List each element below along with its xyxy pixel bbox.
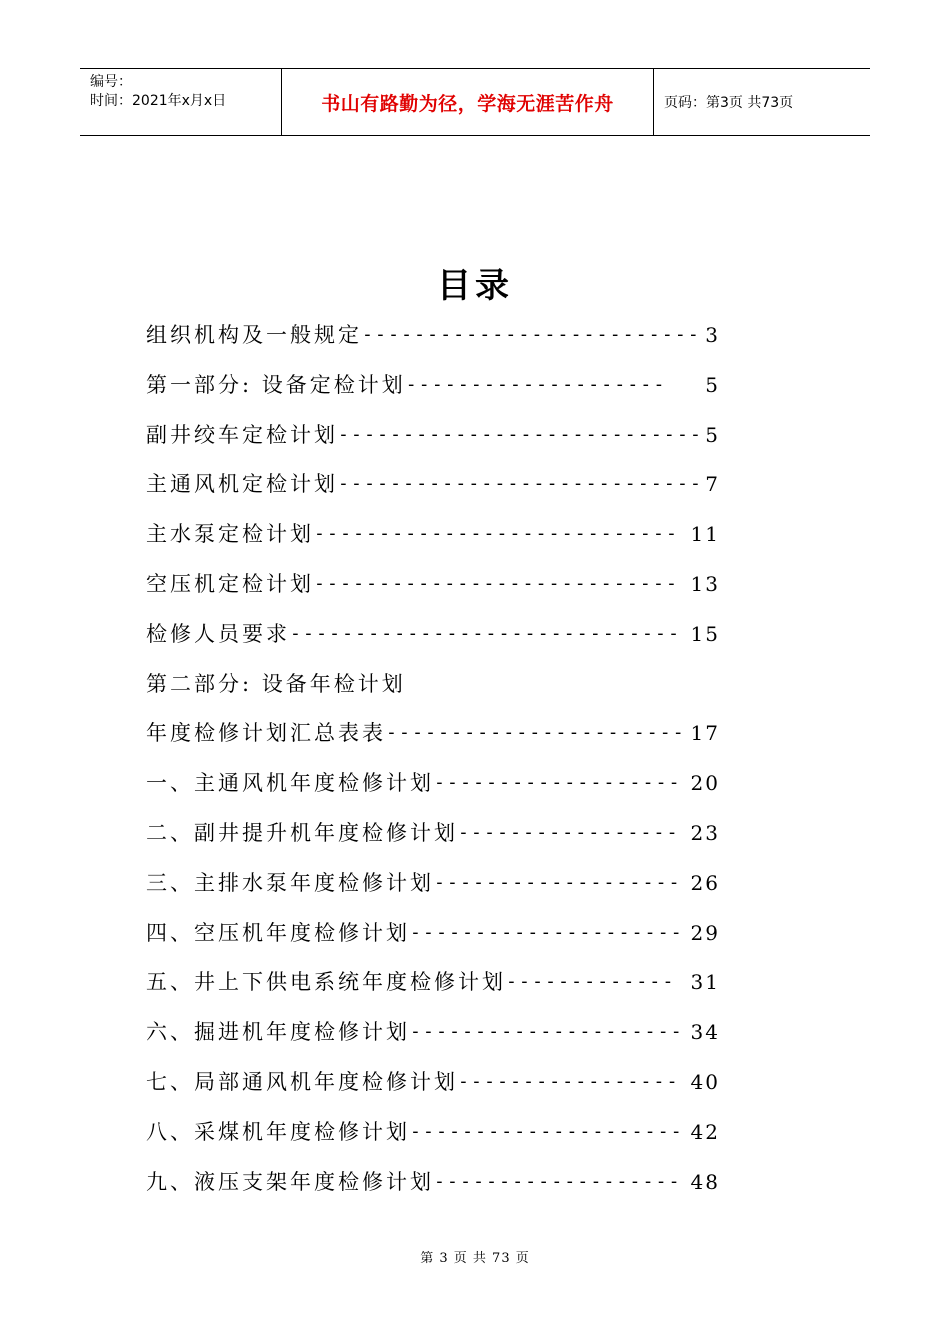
toc-entry-leader: --------------------	[405, 374, 667, 395]
toc-entry-label: 空压机定检计划	[146, 572, 314, 596]
toc-entry-page: 15	[690, 622, 720, 646]
toc-entry[interactable]	[146, 863, 720, 903]
toc-entry-page: 31	[690, 970, 720, 994]
toc-entry-leader: -------------	[506, 971, 676, 992]
header-meta	[80, 69, 282, 135]
toc-entry[interactable]	[146, 913, 720, 953]
toc-entry-page: 5	[705, 373, 720, 397]
toc-entry-label: 年度检修计划汇总表表	[146, 721, 386, 745]
toc-entry-leader: ---------------------	[410, 1121, 684, 1142]
toc-entry-label: 九、液压支架年度检修计划	[146, 1170, 434, 1194]
header-page-info: 页码：第3页 共73页	[664, 95, 794, 111]
toc-entry[interactable]	[146, 1062, 720, 1102]
toc-entry-leader: ---------------------	[410, 1021, 684, 1042]
toc-entry-page: 17	[690, 721, 720, 745]
page-header	[80, 68, 870, 136]
toc-entry-label: 六、掘进机年度检修计划	[146, 1020, 410, 1044]
toc-entry-page: 13	[690, 572, 720, 596]
toc-entry[interactable]	[146, 763, 720, 803]
toc-entry[interactable]	[146, 1012, 720, 1052]
toc-entry-label: 第一部分: 设备定检计划	[146, 373, 406, 397]
toc-entry-leader: ----------------------------	[314, 573, 680, 594]
toc-entry-label: 一、主通风机年度检修计划	[146, 771, 434, 795]
toc-entry-page: 42	[690, 1120, 720, 1144]
toc-entry-leader: -----------------------	[386, 722, 686, 743]
toc-entry-leader: -------------------	[434, 1171, 682, 1192]
toc-entry[interactable]	[146, 1112, 720, 1152]
toc-entry-page: 23	[690, 821, 720, 845]
toc-entry-page: 48	[690, 1170, 720, 1194]
toc-entry-leader: ----------------------------	[338, 424, 704, 445]
page-title: 目录	[437, 266, 513, 306]
toc-entry[interactable]	[146, 564, 720, 604]
toc-entry[interactable]	[146, 514, 720, 554]
toc-entry-leader: -----------------	[458, 1071, 680, 1092]
toc-entry-leader: ----------------------------	[338, 473, 704, 494]
toc-entry-label: 主水泵定检计划	[146, 522, 314, 546]
toc-entry-page: 20	[690, 771, 720, 795]
toc-entry-leader: --------------------------	[362, 324, 701, 345]
toc-entry-page: 34	[690, 1020, 720, 1044]
toc-entry-page: 7	[705, 472, 720, 496]
toc-entry-page: 11	[690, 522, 720, 546]
toc-entry-page: 3	[705, 323, 720, 347]
toc-entry-label: 四、空压机年度检修计划	[146, 921, 410, 945]
page-footer: 第 3 页 共 73 页	[420, 1251, 530, 1266]
number-label: 编号：	[90, 74, 132, 90]
toc-entry-label: 五、井上下供电系统年度检修计划	[146, 970, 506, 994]
toc-entry[interactable]	[146, 365, 720, 405]
toc-entry-page: 5	[705, 423, 720, 447]
toc-entry-leader: -------------------	[434, 872, 682, 893]
toc-entry[interactable]	[146, 962, 720, 1002]
toc-entry[interactable]	[146, 664, 720, 704]
toc-entry-label: 组织机构及一般规定	[146, 323, 362, 347]
toc-entry-leader: -----------------	[458, 822, 680, 843]
toc-entry[interactable]	[146, 614, 720, 654]
toc-entry-label: 主通风机定检计划	[146, 472, 338, 496]
toc-entry-leader: ----------------------------	[314, 523, 680, 544]
toc-entry[interactable]	[146, 713, 720, 753]
toc-entry-leader: ---------------------	[410, 922, 684, 943]
toc-entry[interactable]	[146, 315, 720, 355]
toc-entry-label: 三、主排水泵年度检修计划	[146, 871, 434, 895]
toc-entry-label: 七、局部通风机年度检修计划	[146, 1070, 458, 1094]
toc-entry-label: 副井绞车定检计划	[146, 423, 338, 447]
toc-entry-page: 40	[690, 1070, 720, 1094]
toc-entry-page: 26	[690, 871, 720, 895]
toc-entry-leader: ------------------------------	[290, 623, 682, 644]
toc-entry-label: 第二部分: 设备年检计划	[146, 672, 406, 696]
toc-entry[interactable]	[146, 415, 720, 455]
toc-entry[interactable]	[146, 1162, 720, 1202]
toc-entry-page: 29	[690, 921, 720, 945]
toc-entry[interactable]	[146, 813, 720, 853]
toc-entry-label: 检修人员要求	[146, 622, 290, 646]
toc-entry-leader: -------------------	[434, 772, 682, 793]
toc-entry[interactable]	[146, 464, 720, 504]
header-motto: 书山有路勤为径，学海无涯苦作舟	[282, 69, 654, 135]
toc-entry-label: 八、采煤机年度检修计划	[146, 1120, 410, 1144]
time-label: 时间：2021年x月x日	[90, 93, 227, 109]
toc-entry-label: 二、副井提升机年度检修计划	[146, 821, 458, 845]
